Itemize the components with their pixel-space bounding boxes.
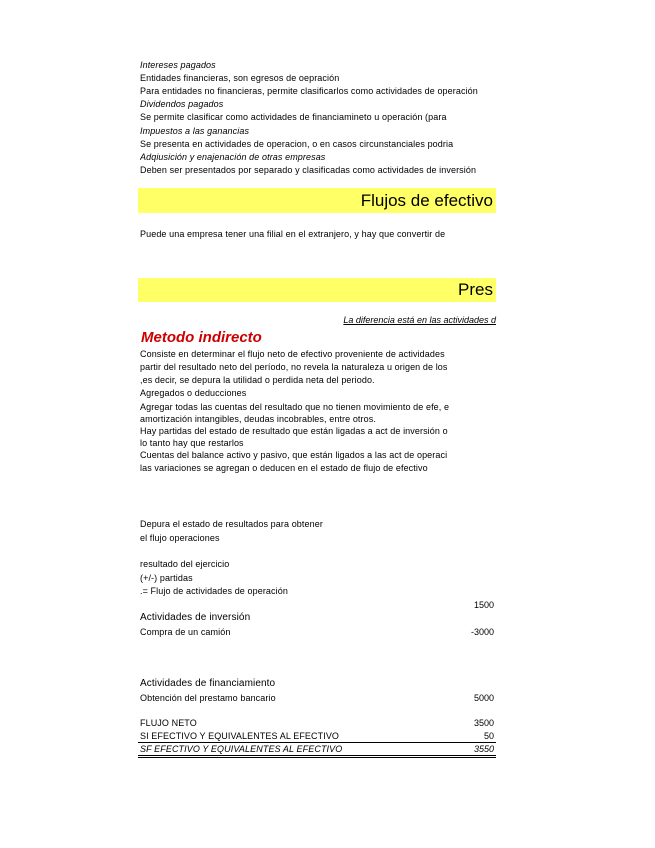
metodo-text-7: Hay partidas del estado de resultado que están ligadas a act de inversión o: [140, 426, 448, 436]
intereses-text-2: Para entidades no financieras, permite clasificarlos como actividades de operación: [140, 86, 478, 96]
saldo-inicial-label: SI EFECTIVO Y EQUIVALENTES AL EFECTIVO: [140, 731, 340, 741]
presentacion-banner-title: Pres: [458, 280, 493, 299]
agregados-heading: Agregados o deducciones: [140, 388, 247, 398]
financiamiento-heading: Actividades de financiamiento: [140, 678, 276, 689]
intereses-heading: Intereses pagados: [140, 60, 216, 70]
metodo-text-5: Agregar todas las cuentas del resultado que no tienen movimiento de efe, e: [140, 402, 450, 412]
flujos-banner-title: Flujos de efectivo: [360, 190, 493, 210]
presentacion-banner: [138, 278, 496, 302]
impuestos-heading: Impuestos a las ganancias: [140, 126, 250, 136]
financiamiento-value: 5000: [473, 693, 494, 703]
impuestos-text: Se presenta en actividades de operacion, o en casos circunstanciales podria: [140, 139, 454, 149]
flujo-neto-label: FLUJO NETO: [140, 718, 197, 728]
depura-text-1: Depura el estado de resultados para obtener: [140, 519, 323, 529]
inversion-heading: Actividades de inversión: [140, 612, 251, 623]
depura-text-2: el flujo operaciones: [140, 533, 220, 543]
financiamiento-item: Obtención del prestamo bancario: [140, 693, 276, 703]
metodo-text-2: partir del resultado neto del período, no revela la naturaleza u origen de los: [140, 362, 448, 372]
metodo-indirecto-title: Metodo indirecto: [141, 329, 262, 346]
metodo-text-1: Consiste en determinar el flujo neto de efectivo proveniente de actividades: [140, 349, 445, 359]
dividendos-text: Se permite clasificar como actividades de financiamineto u operación (para: [140, 112, 447, 122]
flujo-operacion-label: .= Flujo de actividades de operación: [140, 586, 288, 596]
intereses-text-1: Entidades financieras, son egresos de oepración: [140, 73, 340, 83]
dividendos-heading: Dividendos pagados: [140, 99, 224, 109]
inversion-value: -3000: [470, 627, 494, 637]
saldo-final-value: 3550: [473, 744, 494, 754]
adquisicion-heading: Adqiusición y enajenación de otras empresas: [140, 152, 326, 162]
adquisicion-text: Deben ser presentados por separado y clasificadas como actividades de inversión: [140, 165, 477, 175]
partidas-label: (+/-) partidas: [140, 573, 193, 583]
filial-text: Puede una empresa tener una filial en el extranjero, y hay que convertir de: [140, 229, 446, 239]
resultado-ejercicio: resultado del ejercicio: [140, 559, 230, 569]
diferencia-text: La diferencia está en las actividades d: [343, 315, 496, 325]
flujos-banner: [138, 188, 496, 213]
operacion-value: 1500: [473, 600, 494, 610]
metodo-text-3: ,es decir, se depura la utilidad o perdida neta del periodo.: [140, 375, 375, 385]
double-rule-top: [138, 755, 496, 756]
double-rule-bottom: [138, 757, 496, 758]
flujo-neto-value: 3500: [473, 718, 494, 728]
metodo-text-10: las variaciones se agregan o deducen en el estado de flujo de efectivo: [140, 463, 428, 473]
metodo-text-6: amortización intangibles, deudas incobrables, entre otros.: [140, 414, 376, 424]
metodo-text-9: Cuentas del balance activo y pasivo, que están ligados a las act de operaci: [140, 450, 448, 460]
inversion-item: Compra de un camión: [140, 627, 231, 637]
metodo-text-8: lo tanto hay que restarlos: [140, 438, 244, 448]
saldo-final-label: SF EFECTIVO Y EQUIVALENTES AL EFECTIVO: [140, 744, 343, 754]
saldo-inicial-value: 50: [483, 731, 494, 741]
